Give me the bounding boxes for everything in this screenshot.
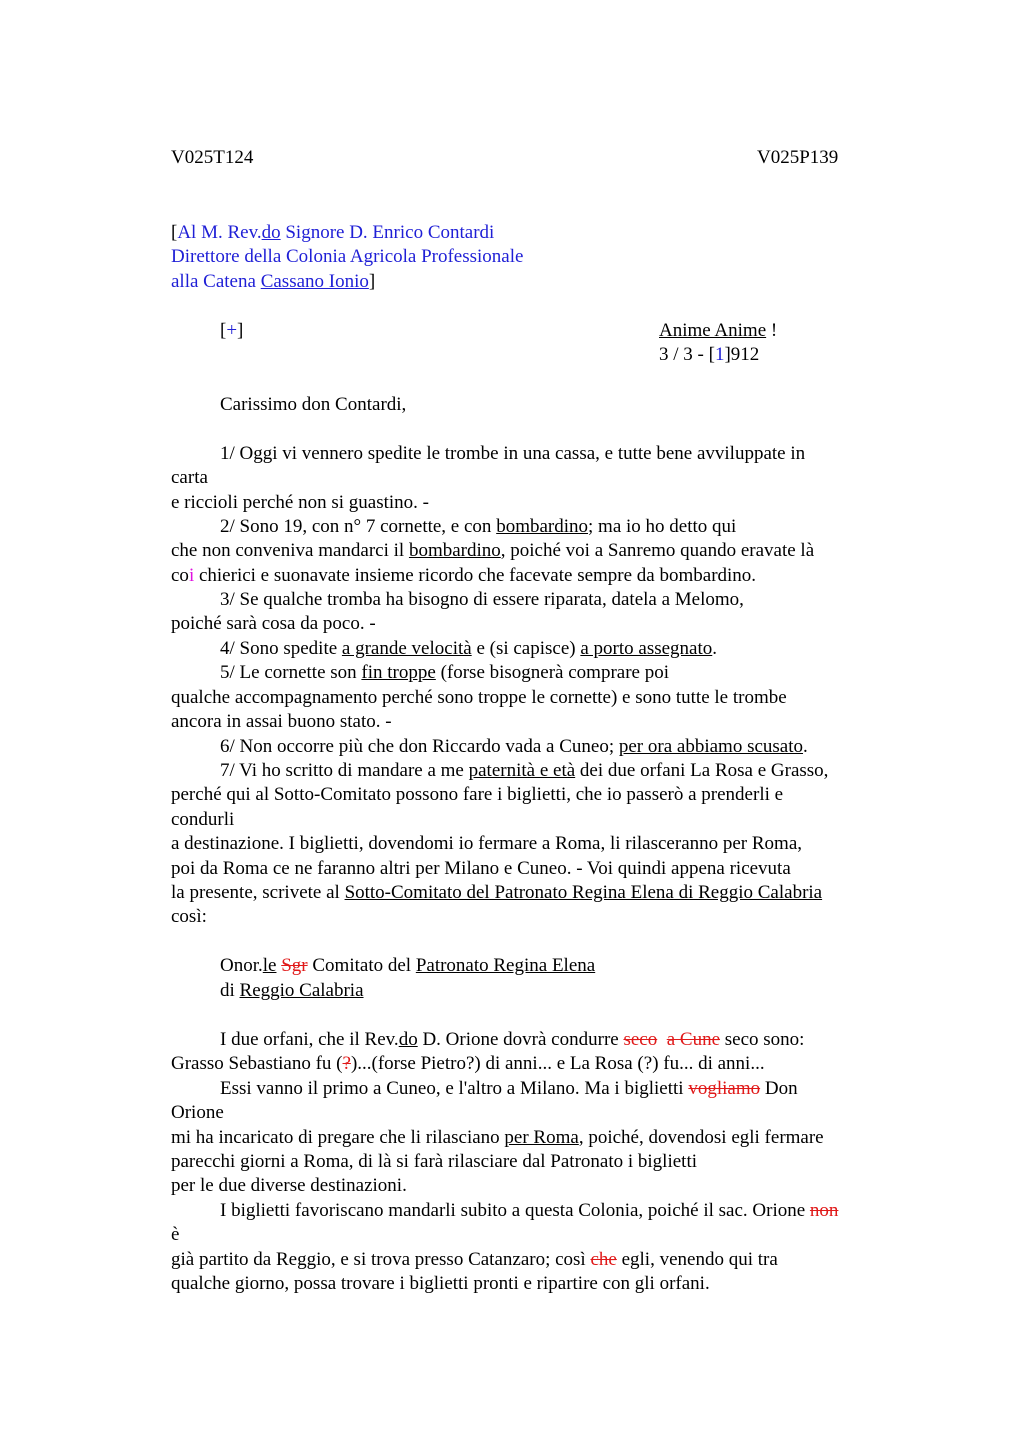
paragraph-7-line: la presente, scrivete al Sotto-Comitato del Patronato Regina Elena di Reggio Calabria	[171, 882, 823, 903]
letter-date: 3 / 3 - [1]912	[659, 344, 760, 365]
body-line: Grasso Sebastiano fu (?)...(forse Pietro?) di anni... e La Rosa (?) fu... di anni...	[171, 1053, 765, 1074]
paragraph-5-line: ancora in assai buono stato. -	[171, 711, 392, 732]
paragraph-7-line: poi da Roma ce ne faranno altri per Milano e Cuneo. - Voi quindi appena ricevuta	[171, 858, 791, 879]
body-line: I biglietti favoriscano mandarli subito a questa Colonia, poiché il sac. Orione non	[220, 1200, 839, 1221]
cross-mark: [+]	[220, 320, 244, 341]
formula-line-2: di Reggio Calabria	[220, 980, 364, 1001]
address-line-3: alla Catena Cassano Ionio]	[171, 271, 376, 292]
paragraph-1-line: 1/ Oggi vi vennero spedite le trombe in una cassa, e tutte bene avviluppate in	[220, 443, 806, 464]
body-line: I due orfani, che il Rev.do D. Orione dovrà condurre seco a Cune seco sono:	[220, 1029, 805, 1050]
paragraph-6-line: 6/ Non occorre più che don Riccardo vada a Cuneo; per ora abbiamo scusato.	[220, 736, 808, 757]
body-line: per le due diverse destinazioni.	[171, 1175, 407, 1196]
body-line: Orione	[171, 1102, 224, 1123]
body-line: parecchi giorni a Roma, di là si farà rilasciare dal Patronato i biglietti	[171, 1151, 698, 1172]
formula-line-1: Onor.le Sgr Comitato del Patronato Regina Elena	[220, 955, 596, 976]
paragraph-2-line: 2/ Sono 19, con n° 7 cornette, e con bombardino; ma io ho detto qui	[220, 516, 737, 537]
body-line: qualche giorno, possa trovare i biglietti pronti e ripartire con gli orfani.	[171, 1273, 710, 1294]
paragraph-1-line: carta	[171, 467, 208, 488]
address-line-2: Direttore della Colonia Agricola Professionale	[171, 246, 524, 267]
document-code-left: V025T124	[171, 147, 254, 168]
paragraph-3-line: 3/ Se qualche tromba ha bisogno di essere riparata, datela a Melomo,	[220, 589, 744, 610]
paragraph-7-line: 7/ Vi ho scritto di mandare a me paternità e età dei due orfani La Rosa e Grasso,	[220, 760, 829, 781]
paragraph-7-line: così:	[171, 906, 207, 927]
motto: Anime Anime !	[659, 320, 778, 341]
document-code-right: V025P139	[757, 147, 839, 168]
address-line-1: [Al M. Rev.do Signore D. Enrico Contardi	[171, 222, 495, 243]
paragraph-4-line: 4/ Sono spedite a grande velocità e (si capisce) a porto assegnato.	[220, 638, 718, 659]
paragraph-7-line: condurli	[171, 809, 235, 830]
paragraph-5-line: qualche accompagnamento perché sono troppe le cornette) e sono tutte le trombe	[171, 687, 787, 708]
paragraph-5-line: 5/ Le cornette son fin troppe (forse bisognerà comprare poi	[220, 662, 669, 683]
paragraph-7-line: perché qui al Sotto-Comitato possono fare i biglietti, che io passerò a prenderli e	[171, 784, 784, 805]
paragraph-2-line: che non conveniva mandarci il bombardino, poiché voi a Sanremo quando eravate là	[171, 540, 815, 561]
paragraph-2-line: coi chierici e suonavate insieme ricordo che facevate sempre da bombardino.	[171, 565, 757, 586]
body-line: Essi vanno il primo a Cuneo, e l'altro a Milano. Ma i biglietti vogliamo Don	[220, 1078, 798, 1099]
paragraph-7-line: a destinazione. I biglietti, dovendomi io fermare a Roma, li rilasceranno per Roma,	[171, 833, 803, 854]
body-line: mi ha incaricato di pregare che li rilasciano per Roma, poiché, dovendosi egli fermare	[171, 1127, 824, 1148]
greeting: Carissimo don Contardi,	[220, 394, 407, 415]
body-line: già partito da Reggio, e si trova presso Catanzaro; così che egli, venendo qui tra	[171, 1249, 778, 1270]
body-line: è	[171, 1224, 180, 1245]
paragraph-1-line: e riccioli perché non si guastino. -	[171, 492, 430, 513]
paragraph-3-line: poiché sarà cosa da poco. -	[171, 613, 376, 634]
